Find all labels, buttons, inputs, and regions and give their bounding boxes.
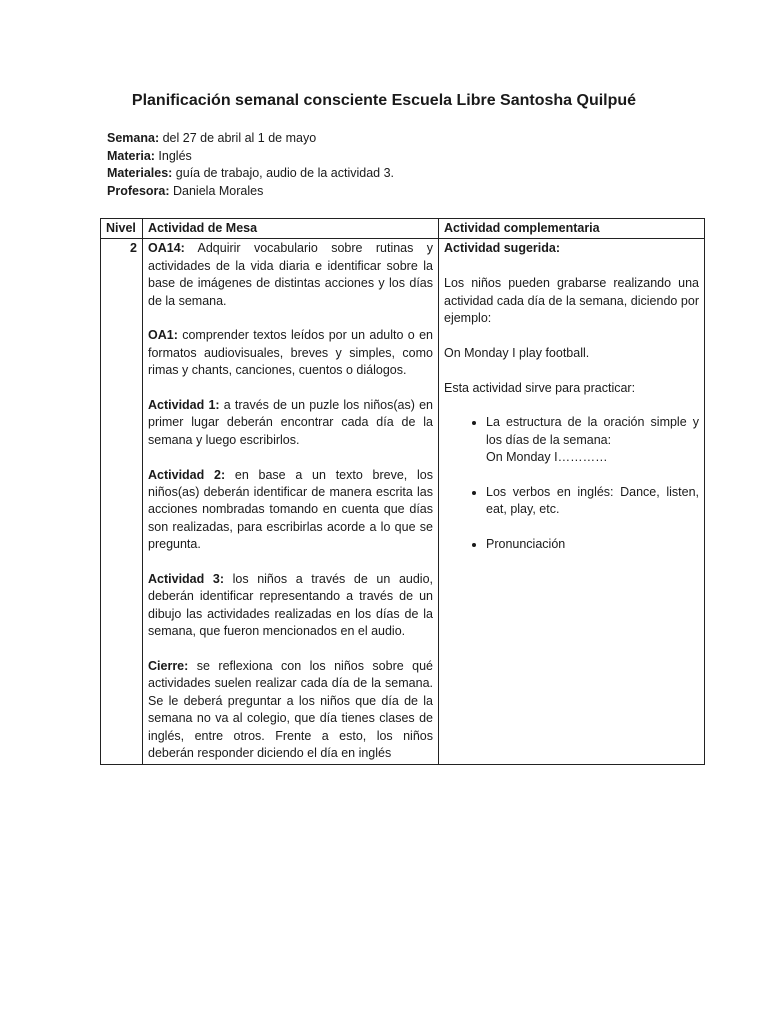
mesa-label: Actividad 2: xyxy=(148,467,226,482)
actividad-mesa-cell xyxy=(143,239,439,764)
profesora-value: Daniela Morales xyxy=(169,183,264,198)
mesa-paragraph xyxy=(148,467,433,554)
list-item xyxy=(486,414,699,466)
document-title: Planificación semanal consciente Escuela Libre Santosha Quilpué xyxy=(131,92,637,109)
mesa-paragraph xyxy=(148,571,433,641)
header-nivel: Nivel xyxy=(101,219,143,239)
mesa-label: OA14: xyxy=(148,241,185,256)
mesa-label: Actividad 1: xyxy=(148,398,220,413)
header-actividad-complementaria: Actividad complementaria xyxy=(439,219,705,239)
materiales-label: Materiales: xyxy=(107,166,173,180)
nivel-cell: 2 xyxy=(101,239,143,764)
mesa-label: Cierre: xyxy=(148,659,189,674)
mesa-text: en base a un texto breve, los niños(as) deberán identificar de manera escrita las acciones nombradas tomando en cuenta que días son realizadas, para escribirlas acorde a lo que se pregunta. xyxy=(148,467,433,552)
materia-label: Materia: xyxy=(107,148,155,163)
bullet-list xyxy=(444,536,699,553)
list-item: • Pronunciación xyxy=(486,536,699,553)
mesa-text: comprender textos leídos por un adulto o en formatos audiovisuales, breves y simples, como rimas y chants, canciones, cuentos o diálogos. xyxy=(148,328,433,378)
mesa-text: los niños a través de un audio, deberán identificar representando a través de un dibujo las actividades realizadas en los días de la semana, que fueron mencionados en el audio. xyxy=(148,572,433,639)
planning-table xyxy=(100,218,705,765)
header-actividad-mesa: Actividad de Mesa xyxy=(143,219,439,239)
bullet-text: La estructura de la oración simple y los días de la semana: xyxy=(486,415,699,447)
mesa-text: se reflexiona con los niños sobre qué actividades suelen realizar cada día de la semana. Se le deberá preguntar a los niños que día de la semana no va al colegio, que día tienes clases de inglés, entre otros. Frente a esto, los niños deberán responder diciendo el día en inglés xyxy=(148,659,433,761)
bullet-list xyxy=(444,414,699,466)
semana-value: del 27 de abril al 1 de mayo xyxy=(159,131,317,145)
table-header-row xyxy=(101,219,705,239)
bullet-list xyxy=(444,484,699,519)
semana-label: Semana: xyxy=(107,131,160,145)
meta-profesora xyxy=(107,183,394,201)
mesa-paragraph xyxy=(148,240,433,310)
mesa-text: a través de un puzle los niños(as) en primer lugar deberán encontrar cada día de la semana y luego escribirlos. xyxy=(148,398,433,447)
mesa-paragraph xyxy=(148,658,433,762)
materiales-value: guía de trabajo, audio de la actividad 3. xyxy=(172,166,394,180)
actividad-complementaria-cell xyxy=(439,239,705,764)
sugerida-label: Actividad sugerida: xyxy=(444,241,560,256)
mesa-paragraph xyxy=(148,327,433,379)
meta-semana xyxy=(107,130,394,148)
mesa-paragraph xyxy=(148,397,433,449)
list-item: • Los verbos en inglés: Dance, listen, eat, play, etc. xyxy=(486,484,699,519)
mesa-text: Adquirir vocabulario sobre rutinas y actividades de la vida diaria e identificar sobre la base de imágenes de distintas acciones y los días de la semana. xyxy=(148,241,433,308)
profesora-label: Profesora: xyxy=(107,183,170,198)
materia-value: Inglés xyxy=(154,148,192,163)
comp-paragraph: Esta actividad sirve para practicar: xyxy=(444,380,636,395)
bullet-subtext: On Monday I………… xyxy=(486,450,608,465)
meta-block xyxy=(107,130,394,200)
mesa-label: OA1: xyxy=(148,328,178,343)
meta-materiales xyxy=(107,165,394,183)
comp-paragraph: Los niños pueden grabarse realizando una actividad cada día de la semana, diciendo por ejemplo: xyxy=(444,276,699,326)
table-row xyxy=(101,239,705,764)
meta-materia xyxy=(107,148,394,166)
mesa-label: Actividad 3: xyxy=(148,572,224,587)
comp-example: On Monday I play football. xyxy=(444,345,590,360)
